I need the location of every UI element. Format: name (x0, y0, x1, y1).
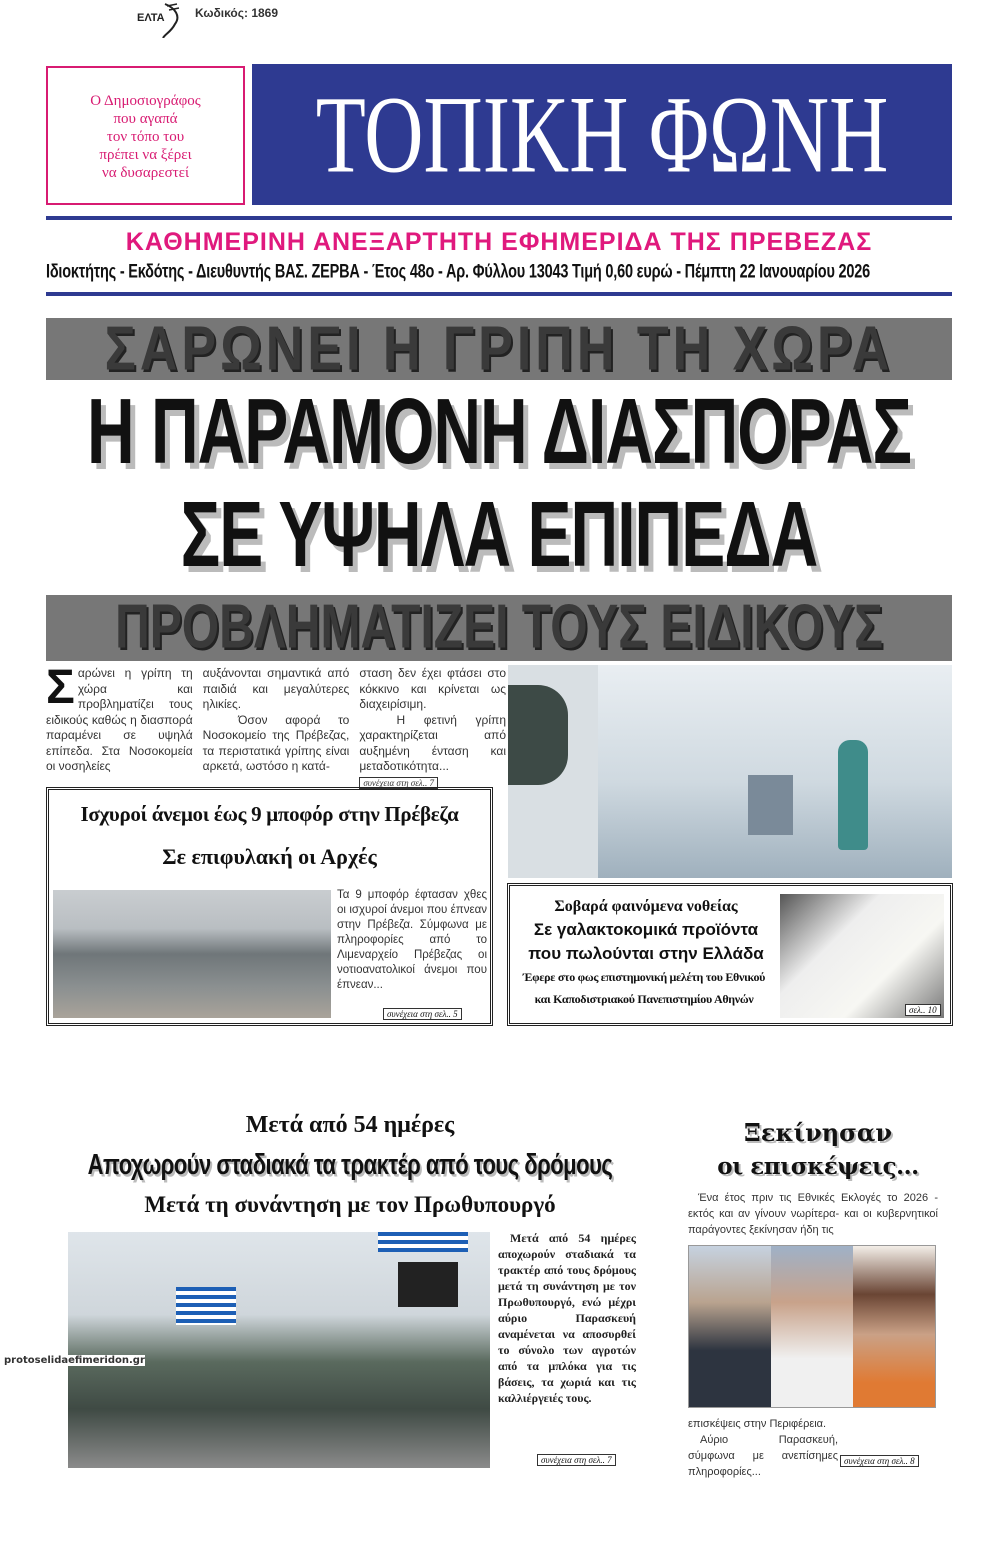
elta-logo (135, 2, 185, 38)
lead-deck: ΠΡΟΒΛΗΜΑΤΙΖΕΙ ΤΟΥΣ ΕΙΔΙΚΟΥΣ (115, 592, 883, 662)
visits-after-1: επισκέψεις στην Περιφέρεια. (688, 1418, 827, 1430)
visits-title-1: Ξεκίνησαν (744, 1118, 892, 1147)
hospital-photo (508, 665, 952, 878)
dairy-kicker: Σοβαρά φαινόμενα νοθείας (554, 898, 738, 915)
lead-headline-2 (46, 482, 952, 586)
wind-title: Ισχυροί άνεμοι έως 9 μποφόρ στην Πρέβεζα (80, 802, 459, 826)
lead-col2b: Όσον αφορά το Νοσοκομείο της Πρέβεζας, τα περιστατικά γρίπης είναι αρκετά, ωστόσο η κατά- (202, 712, 350, 773)
stormy-sea-photo (53, 890, 331, 1018)
politicians-photo (688, 1245, 936, 1408)
dairy-sub-1: Έφερε στο φως επιστημονική μελέτη του Εθνικού (522, 970, 766, 984)
dairy-title-1: Σε γαλακτοκομικά προϊόντα (533, 920, 759, 939)
lead-col1: αρώνει η γρίπη τη χώρα και προβληματίζει τους ειδικούς καθώς η διασπορά παραμένει σε υψηλά επίπεδα. Στα Νοσοκομεία οι νοσηλείες (46, 666, 193, 773)
feta-cheese-photo (780, 894, 944, 1018)
lead-article (46, 661, 507, 790)
lead-kicker: ΣΑΡΩΝΕΙ Η ΓΡΙΠΗ ΤΗ ΧΩΡΑ (104, 314, 894, 384)
portrait (689, 1246, 771, 1407)
masthead (252, 64, 952, 205)
black-flag (398, 1262, 458, 1307)
tractors-title-text: Αποχωρούν σταδιακά τα τρακτέρ από τους δρόμους (87, 1148, 613, 1181)
wind-story (46, 787, 493, 1026)
watermark: protoselidaefimeridon.gr (4, 1355, 145, 1366)
lead-headline-1 (46, 379, 952, 483)
continue-link[interactable]: συνέχεια στη σελ.. 5 (383, 1008, 462, 1020)
wind-body: Τα 9 μποφόρ έφτασαν χθες οι ισχυροί άνεμοι που έπνεαν στην Πρέβεζα. Σύμφωνα με πληροφορίες από το Λιμεναρχείο Πρέβεζας οι νοτιοανατολικοί άνεμοι που έπνεαν... (337, 889, 487, 991)
tractors-title (50, 1148, 650, 1181)
motto-line: Ο Δημοσιογράφος (90, 93, 201, 109)
motto-line: που αγαπά (113, 111, 178, 127)
continue-link[interactable]: συνέχεια στη σελ.. 8 (840, 1455, 919, 1467)
tractors-subtitle: Μετά τη συνάντηση με τον Πρωθυπουργό (144, 1192, 556, 1217)
continue-link[interactable]: συνέχεια στη σελ.. 7 (359, 777, 438, 789)
greek-flag (378, 1232, 468, 1252)
lead-headline-1-text: Η ΠΑΡΑΜΟΝΗ ΔΙΑΣΠΟΡΑΣ (86, 379, 912, 483)
motto-box (46, 66, 245, 205)
tractors-photo (68, 1232, 490, 1468)
divider (46, 216, 952, 220)
motto-line: τον τόπο του (106, 129, 185, 145)
motto-line: πρέπει να ξέρει (99, 147, 192, 163)
divider (46, 292, 952, 296)
motto-line: να δυσαρεστεί (101, 165, 190, 181)
masthead-title: ΤΟΠΙΚΗ ΦΩΝΗ (315, 73, 889, 196)
visits-continued (688, 1416, 938, 1480)
subtitle: ΚΑΘΗΜΕΡΙΝΗ ΑΝΕΞΑΡΤΗΤΗ ΕΦΗΜΕΡΙΔΑ ΤΗΣ ΠΡΕΒΕΖΑΣ (125, 228, 873, 256)
continue-link[interactable]: συνέχεια στη σελ.. 7 (537, 1454, 616, 1466)
lead-headline-2-text: ΣΕ ΥΨΗΛΑ ΕΠΙΠΕΔΑ (180, 482, 818, 586)
postal-code: Κωδικός: 1869 (195, 6, 279, 20)
lead-col2a: αυξάνονται σημαντικά από παιδιά και μεγαλύτερες ηλικίες. (202, 666, 350, 711)
portrait (771, 1246, 853, 1407)
lead-col3b: Η φετινή γρίπη χαρακτηρίζεται από αυξημένη ένταση και μεταδοτικότητα... (359, 712, 507, 773)
visits-after-2: Αύριο Παρασκευή, σύμφωνα με ανεπίσημες πληροφορίες... (688, 1434, 838, 1478)
lead-col3a: σταση δεν έχει φτάσει στο κόκκινο και κρίνεται ως διαχειρίσιμη. (359, 666, 507, 711)
publication-info-text: Ιδιοκτήτης - Εκδότης - Διευθυντής ΒΑΣ. ΖΕΡΒΑ - Έτος 48ο - Αρ. Φύλλου 13043 Τιμή 0,60 ευρώ - Πέμπτη 22 Ιανουαρίου 2026 (46, 261, 870, 283)
continue-link[interactable]: σελ.. 10 (905, 1004, 941, 1016)
publication-info (46, 262, 952, 282)
greek-flag (176, 1287, 236, 1325)
drop-cap: Σ (46, 661, 75, 714)
wind-subtitle: Σε επιφυλακή οι Αρχές (162, 844, 377, 869)
visits-title-2: οι επισκέψεις... (717, 1153, 919, 1180)
tractors-body: Μετά από 54 ημέρες αποχωρούν σταδιακά τα τρακτέρ από τους δρόμους μετά τη συνάντηση με τον Πρωθυπουργό, ενώ μέχρι αύριο Παρασκευή αναμένεται να αποσυρθεί το σύνολο των αγροτών από τα μπλόκα για τις βάσεις, τα χωριά και τις καλλιέργειές τους. (498, 1231, 636, 1405)
portrait (853, 1246, 935, 1407)
visits-intro: Ένα έτος πριν τις Εθνικές Εκλογές το 2026 - εκτός και αν γίνουν νωρίτερα- και οι κυβερνητικοί παράγοντες ξεκίνησαν ήδη τις (688, 1192, 938, 1236)
dairy-story (507, 883, 953, 1026)
lead-deck-band (46, 592, 952, 662)
dairy-title-2: που πωλούνται στην Ελλάδα (528, 944, 764, 963)
tractors-kicker: Μετά από 54 ημέρες (245, 1112, 455, 1138)
dairy-sub-2: και Καποδιστριακού Πανεπιστημίου Αθηνών (534, 992, 754, 1006)
elta-logo-text: ΕΛΤΑ (137, 12, 165, 24)
